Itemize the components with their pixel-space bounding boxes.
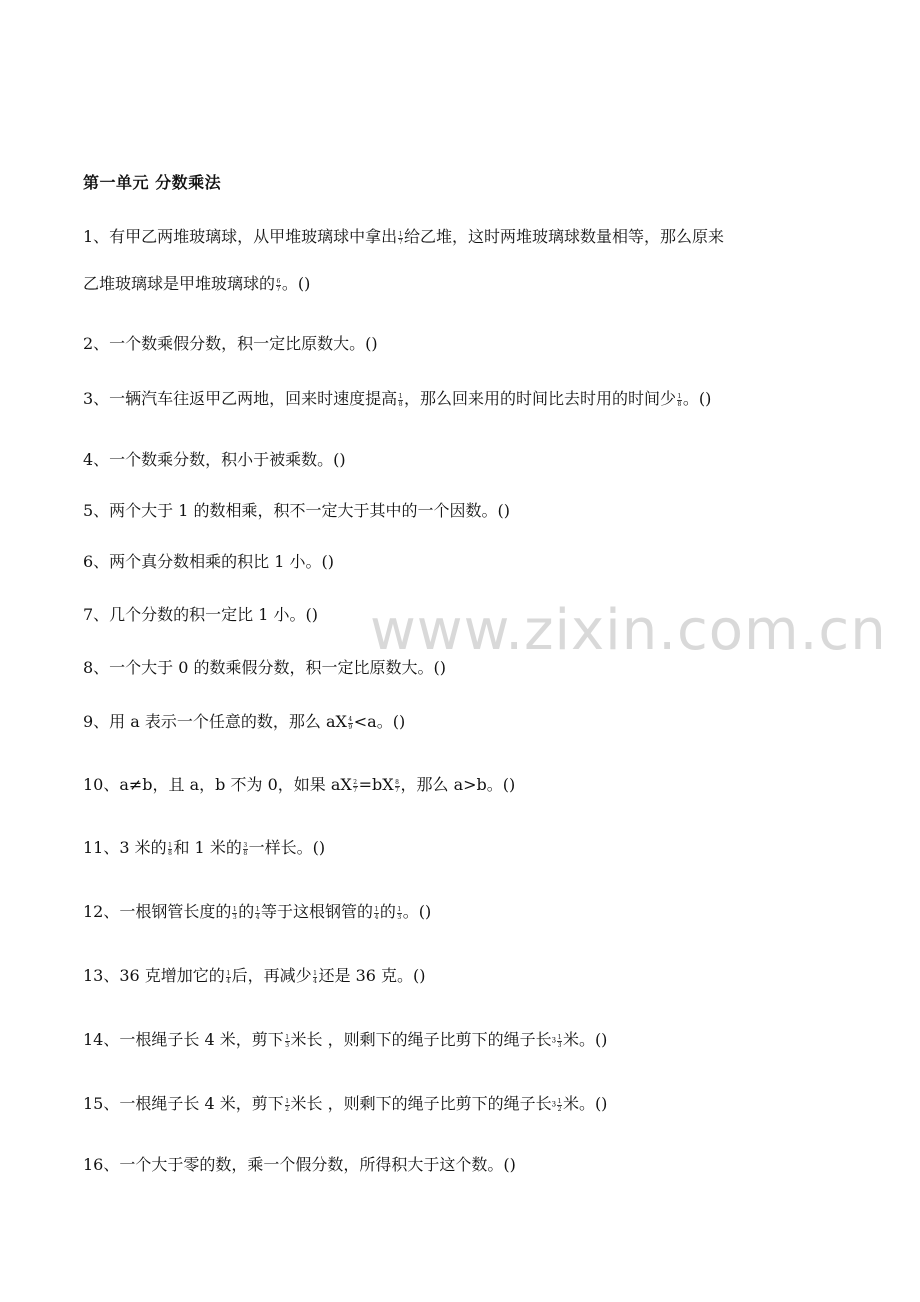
question-10 [83,773,850,797]
text: 13、36 克增加它的 [83,966,225,985]
fraction: $\frac{8}{7}$ [395,779,399,794]
text: 和 1 米的 [173,838,242,857]
text: 9、用 a 表示一个任意的数，那么 aX [83,712,347,731]
question-7: 7、几个分数的积一定比 1 小。() [83,605,319,624]
text: 3、一辆汽车往返甲乙两地，回来时速度提高 [83,389,398,408]
question-13 [83,964,850,988]
text: 后，再减少 [231,966,312,985]
fraction: $\frac{1}{8}$ [398,393,403,408]
question-8: 8、一个大于 0 的数乘假分数，积一定比原数大。() [83,658,447,677]
text: 的 [238,902,255,921]
text: ，那么 a>b。() [400,775,516,794]
question-16: 16、一个大于零的数，乘一个假分数，所得积大于这个数。() [83,1155,516,1174]
fraction: $\frac{1}{8}$ [168,842,172,857]
question-3 [83,387,850,411]
text: =bX [358,775,394,794]
question-9 [83,710,850,734]
question-15 [83,1092,850,1117]
text: 乙堆玻璃球是甲堆玻璃球的 [83,274,276,293]
question-4: 4、一个数乘分数，积小于被乘数。() [83,450,346,469]
whole-part: 3 [551,1100,557,1109]
question-1-cont [83,272,850,296]
fraction: $\frac{1}{8}$ [677,393,682,408]
question-12 [83,900,850,924]
text: 12、一根钢管长度的 [83,902,232,921]
fraction: $\frac{1}{3}$ [557,1034,562,1049]
text: 。() [281,274,311,293]
question-14 [83,1028,850,1053]
text: 14、一根绳子长 4 米，剪下 [83,1030,284,1049]
text: 给乙堆，这时两堆玻璃球数量相等，那么原来 [404,227,725,246]
text: 10、a≠b，且 a，b 不为 0，如果 aX [83,775,352,794]
text: 。() [682,389,712,408]
text: ，那么回来用的时间比去时用的时间少 [404,389,677,408]
text: 一样长。() [248,838,326,857]
text: 等于这根钢管的 [261,902,374,921]
fraction: $\frac{1}{3}$ [397,906,402,921]
fraction: $\frac{1}{3}$ [285,1034,290,1049]
watermark: www.zixin.com.cn [370,598,887,663]
question-5: 5、两个大于 1 的数相乘，积不一定大于其中的一个因数。() [83,501,511,520]
fraction: $\frac{1}{4}$ [255,906,260,921]
text: 还是 36 克。() [318,966,426,985]
fraction: $\frac{1}{4}$ [226,970,231,985]
text: 米。() [562,1030,608,1049]
text: 。() [402,902,432,921]
text: 11、3 米的 [83,838,167,857]
fraction: $\frac{1}{3}$ [232,906,237,921]
fraction: $\frac{1}{7}$ [398,231,403,246]
whole-part: 3 [551,1036,557,1045]
unit-heading: 第一单元 分数乘法 [83,173,222,192]
question-1 [83,225,850,249]
text: 米长 ，则剩下的绳子比剪下的绳子长 [290,1094,552,1113]
text: 米。() [562,1094,608,1113]
fraction: $\frac{4}{9}$ [348,716,353,731]
fraction: $\frac{1}{2}$ [285,1098,290,1113]
text: 米长 ，则剩下的绳子比剪下的绳子长 [290,1030,552,1049]
text: 15、一根绳子长 4 米，剪下 [83,1094,284,1113]
fraction: $\frac{1}{2}$ [557,1098,562,1113]
question-2: 2、一个数乘假分数，积一定比原数大。() [83,334,378,353]
question-6: 6、两个真分数相乘的积比 1 小。() [83,552,335,571]
fraction: $\frac{2}{7}$ [353,779,358,794]
text: <a。() [353,712,406,731]
text: 的 [379,902,396,921]
question-11 [83,836,850,860]
fraction: $\frac{3}{8}$ [243,842,248,857]
text: 1、有甲乙两堆玻璃球，从甲堆玻璃球中拿出 [83,227,398,246]
fraction: $\frac{6}{7}$ [276,278,281,293]
fraction: $\frac{1}{4}$ [374,906,379,921]
fraction: $\frac{1}{4}$ [313,970,317,985]
